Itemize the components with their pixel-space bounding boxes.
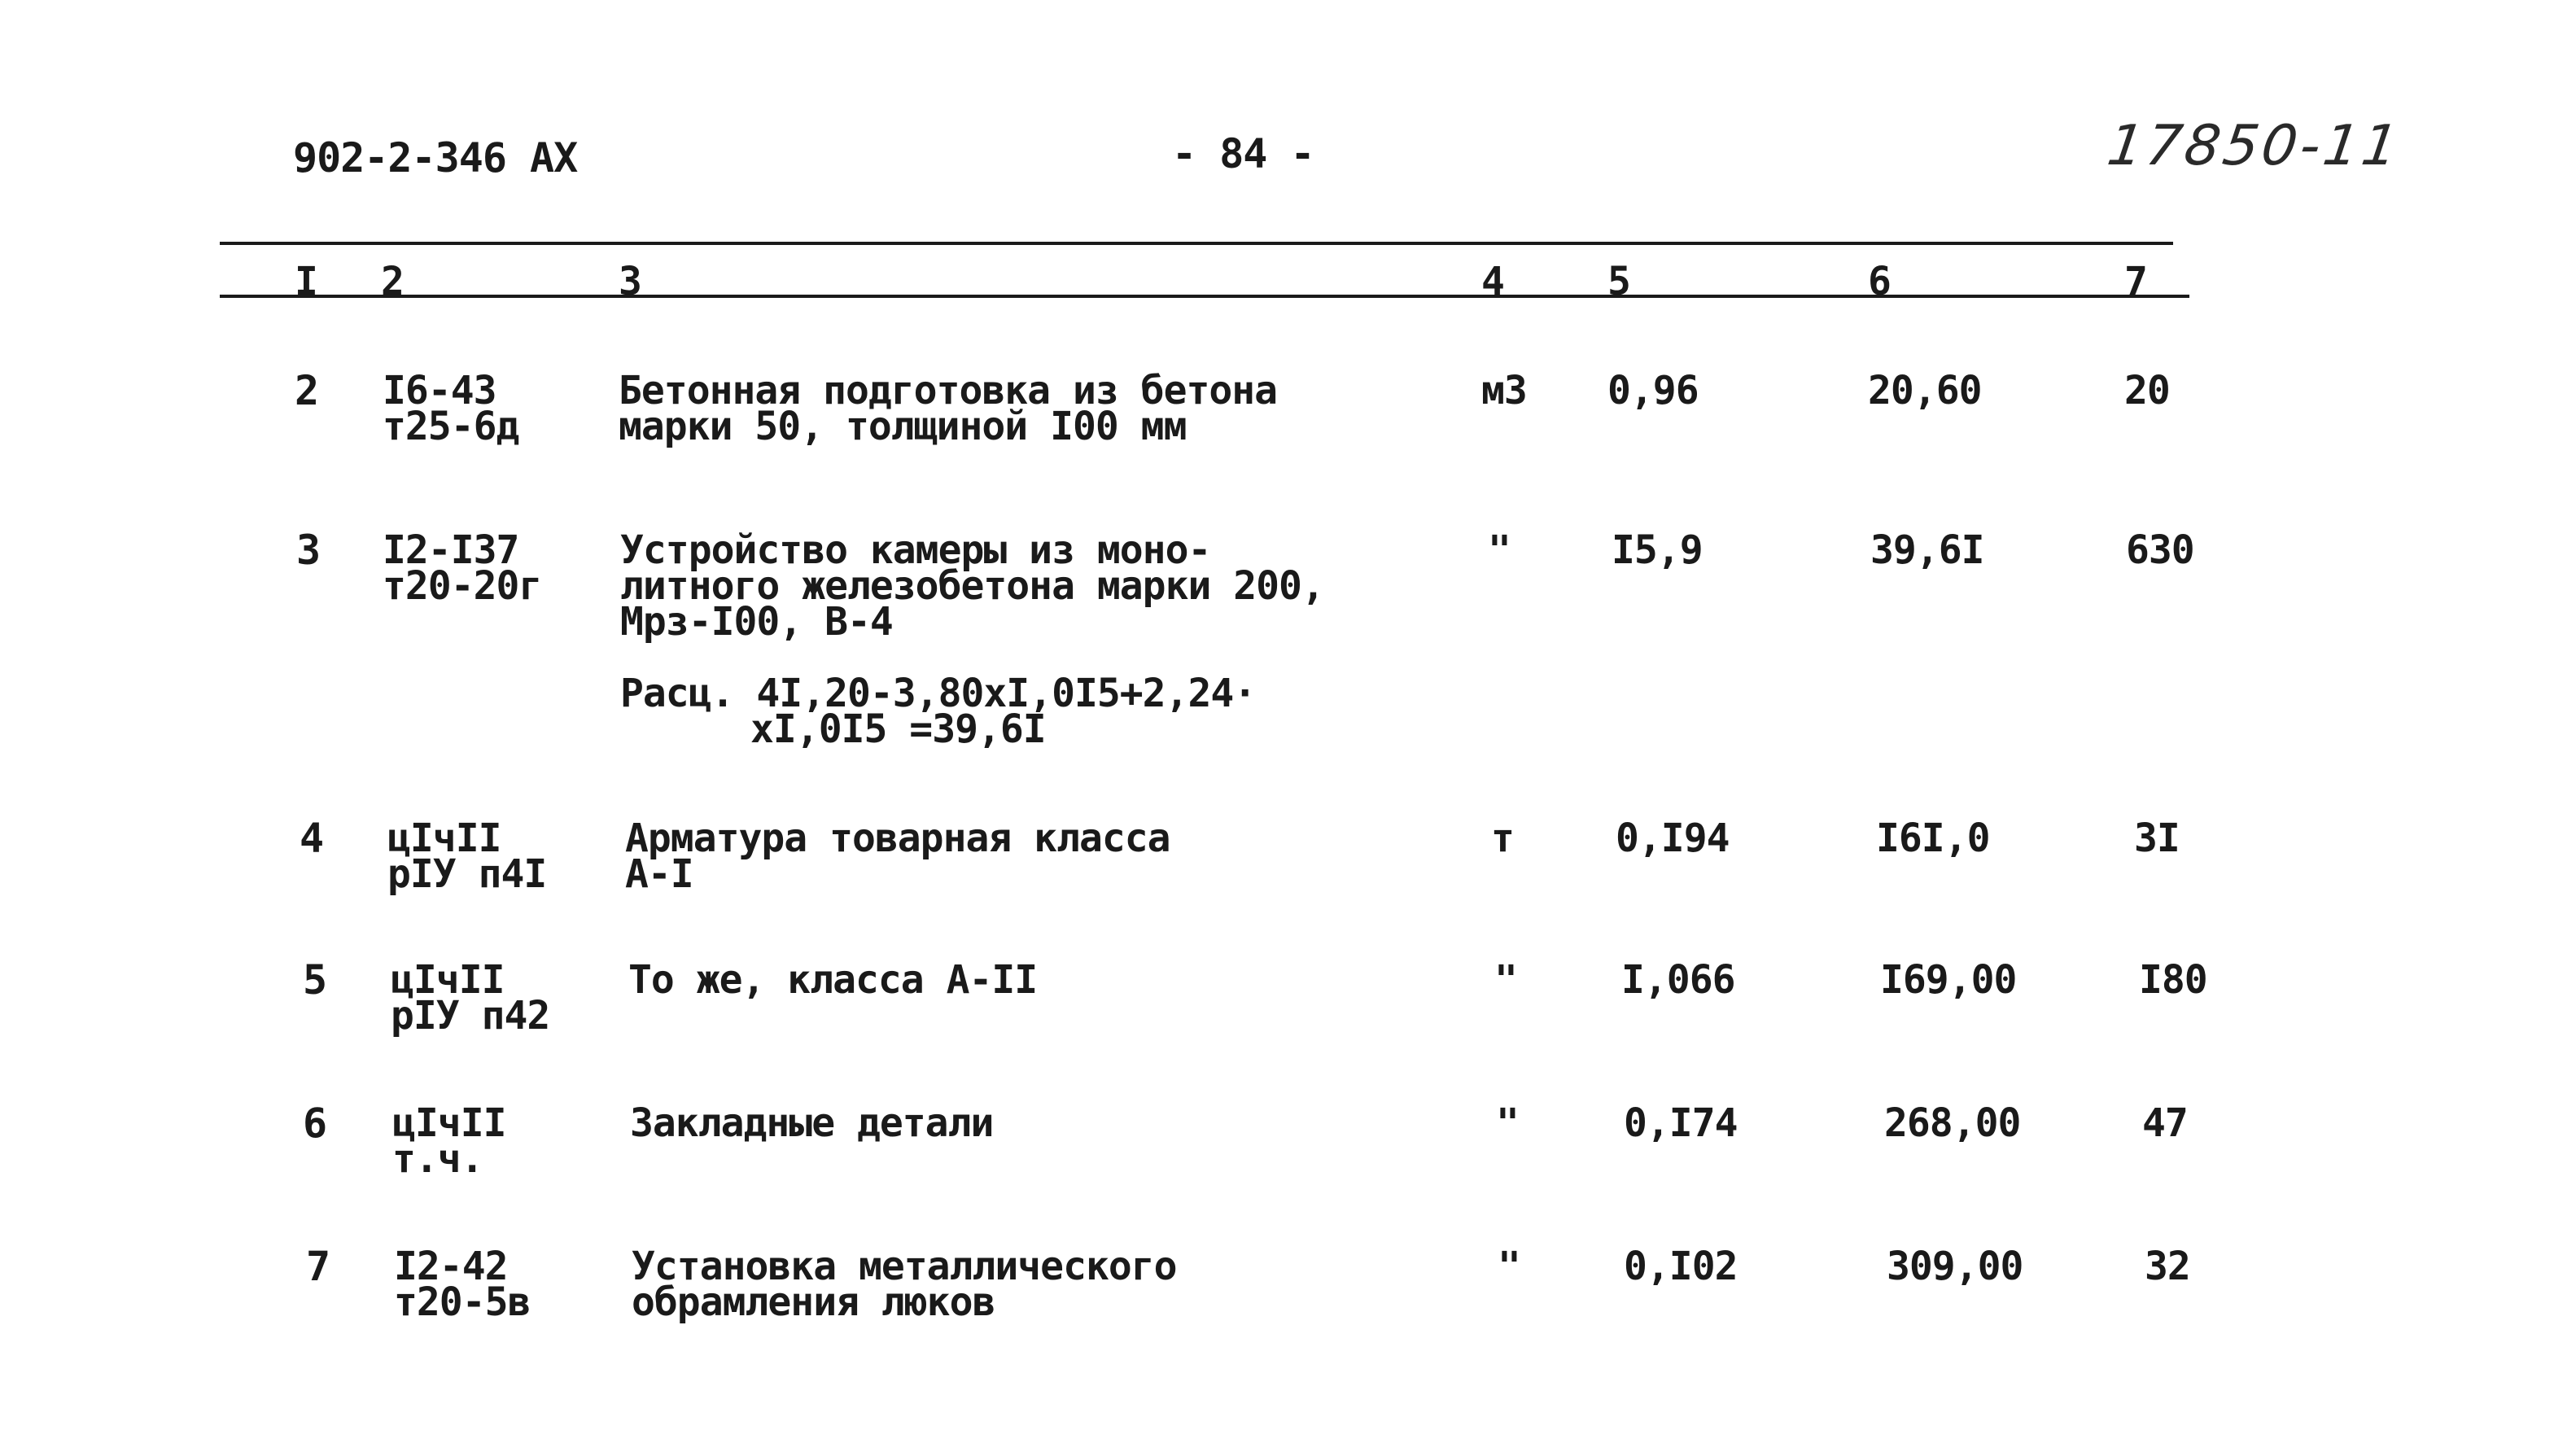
row-unit: т xyxy=(1491,816,1514,861)
row-description: Закладные детали xyxy=(630,1100,994,1146)
row-description-2: литного железобетона марки 200, xyxy=(620,563,1324,609)
row-description-2: А-I xyxy=(625,851,693,897)
column-header-3: 3 xyxy=(619,259,642,304)
row-code-2: т20-20г xyxy=(383,563,542,609)
row-code-2: рIУ п4I xyxy=(387,851,547,897)
row-description: То же, класса А-II xyxy=(628,957,1038,1003)
row-description: Арматура товарная класса xyxy=(625,816,1170,861)
row-unit: " xyxy=(1488,527,1511,573)
row-code-2: рIУ п42 xyxy=(391,993,550,1039)
row-number: 4 xyxy=(300,815,324,862)
row-description-2: обрамления люков xyxy=(632,1279,995,1325)
row-unit: " xyxy=(1496,1100,1519,1146)
row-calculation-2: хI,0I5 =39,6I xyxy=(750,706,1046,752)
row-number: 2 xyxy=(295,367,319,414)
row-number: 6 xyxy=(303,1100,327,1147)
row-calculation: Расц. 4I,20-3,80хI,0I5+2,24· xyxy=(620,671,1257,716)
table-header-rule xyxy=(220,295,2189,298)
row-description-3: Мрз-I00, В-4 xyxy=(620,599,893,645)
row-quantity: I,066 xyxy=(1621,957,1735,1003)
row-price: 39,6I xyxy=(1870,527,1984,573)
row-price: 20,60 xyxy=(1868,368,1982,413)
row-code: цIчII xyxy=(391,957,505,1003)
row-code-2: т25-6д xyxy=(383,404,519,449)
column-header-2: 2 xyxy=(381,259,405,304)
row-description: Устройство камеры из моно- xyxy=(620,527,1211,573)
row-unit: " xyxy=(1494,957,1517,1003)
row-total: 32 xyxy=(2145,1244,2190,1289)
row-price: I69,00 xyxy=(1880,957,2017,1003)
row-unit: м3 xyxy=(1481,368,1527,413)
column-header-1: I xyxy=(295,259,318,304)
row-quantity: 0,I94 xyxy=(1616,816,1730,861)
row-total: 630 xyxy=(2126,527,2194,573)
column-header-5: 5 xyxy=(1607,259,1631,304)
row-code: I2-I37 xyxy=(383,527,519,573)
row-code: цIчII xyxy=(392,1100,506,1146)
row-number: 7 xyxy=(306,1243,330,1290)
row-total: 3I xyxy=(2134,816,2180,861)
column-header-4: 4 xyxy=(1481,259,1505,304)
handwritten-number: 17850-11 xyxy=(2103,114,2405,178)
row-description: Установка металлического xyxy=(632,1244,1177,1289)
table-top-rule xyxy=(220,242,2173,245)
row-code-2: т20-5в xyxy=(394,1279,531,1325)
column-header-7: 7 xyxy=(2124,259,2148,304)
document-code: 902-2-346 АХ xyxy=(293,134,578,182)
row-number: 5 xyxy=(303,956,327,1004)
row-code: I6-43 xyxy=(383,368,496,413)
row-price: I6I,0 xyxy=(1876,816,1990,861)
row-quantity: 0,I02 xyxy=(1624,1244,1738,1289)
column-header-6: 6 xyxy=(1868,259,1892,304)
row-total: I80 xyxy=(2139,957,2207,1003)
row-description-2: марки 50, толщиной I00 мм xyxy=(619,404,1187,449)
row-quantity: I5,9 xyxy=(1612,527,1703,573)
row-code-2: т.ч. xyxy=(392,1136,483,1182)
row-unit: " xyxy=(1498,1244,1520,1289)
page-number: - 84 - xyxy=(1172,130,1314,177)
row-quantity: 0,I74 xyxy=(1624,1100,1738,1146)
row-description: Бетонная подготовка из бетона xyxy=(619,368,1278,413)
row-code: I2-42 xyxy=(394,1244,508,1289)
row-total: 20 xyxy=(2124,368,2170,413)
row-price: 268,00 xyxy=(1884,1100,2021,1146)
row-number: 3 xyxy=(296,527,321,574)
row-total: 47 xyxy=(2142,1100,2188,1146)
row-price: 309,00 xyxy=(1887,1244,2023,1289)
row-quantity: 0,96 xyxy=(1607,368,1699,413)
row-code: цIчII xyxy=(387,816,501,861)
